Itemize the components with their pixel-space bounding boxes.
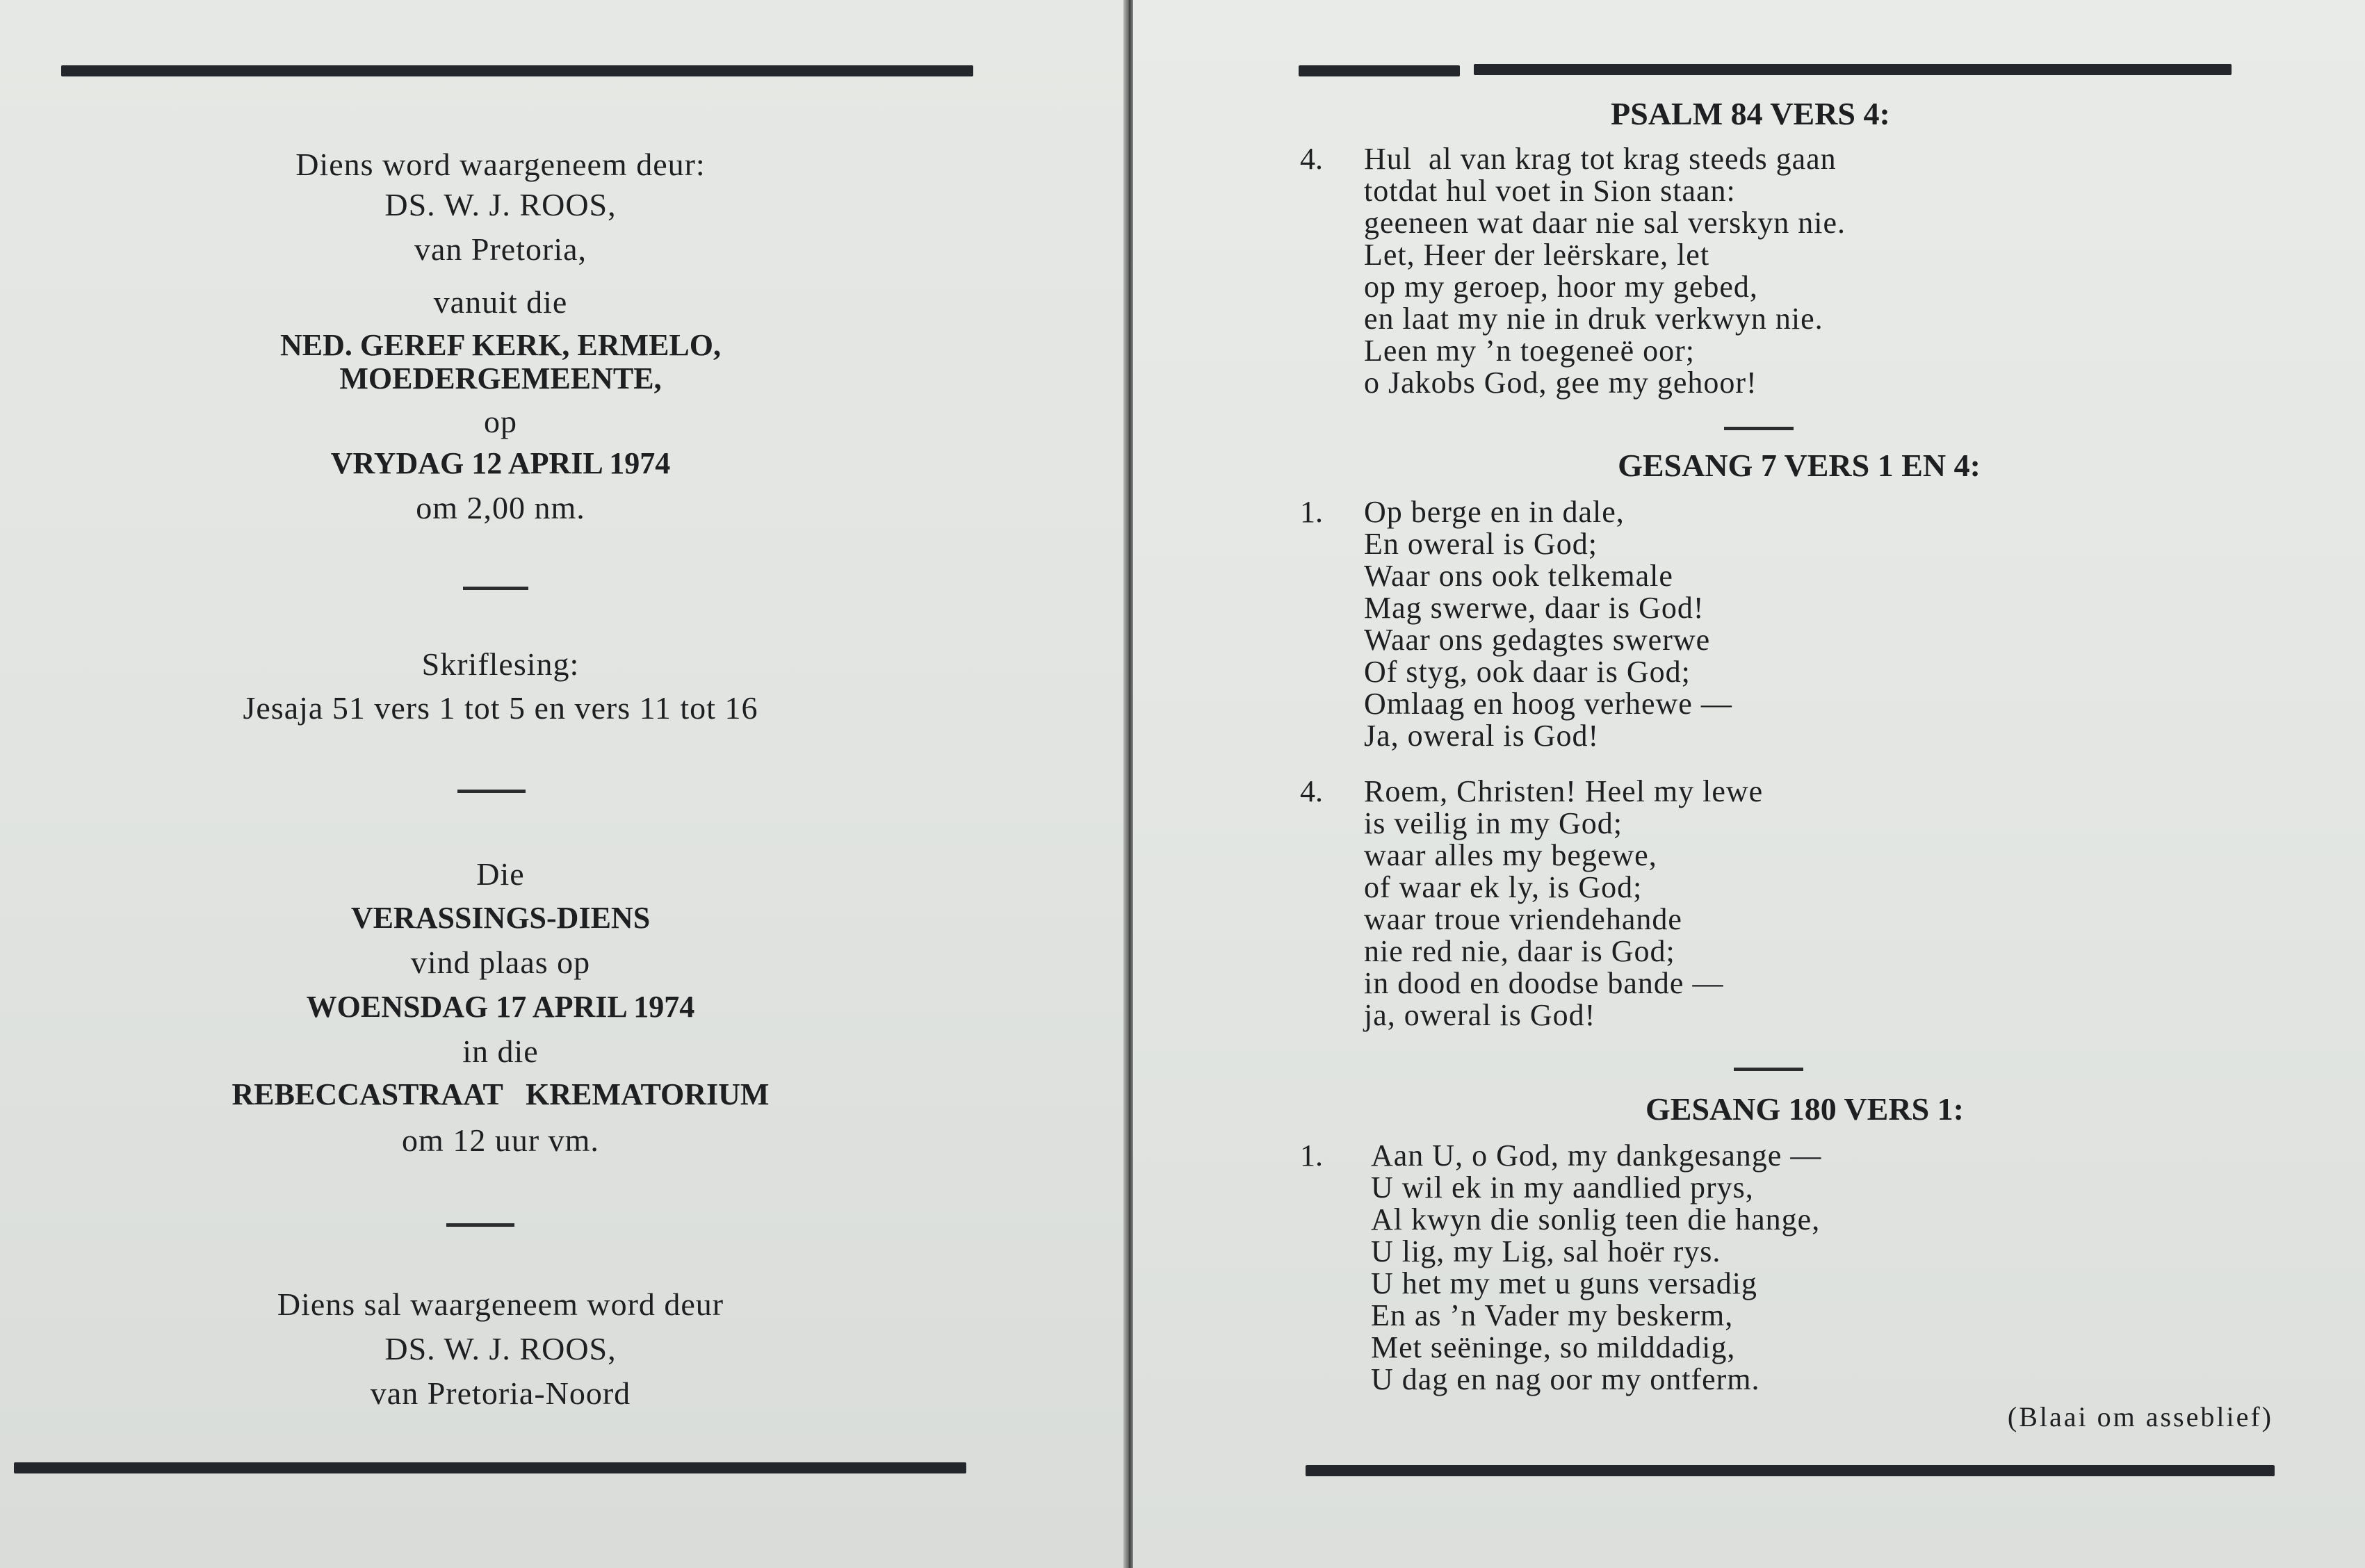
verse-line: Waar ons ook telkemale <box>1364 559 1673 593</box>
verse-line: geeneen wat daar nie sal verskyn nie. <box>1364 206 1846 240</box>
please-turn-over: (Blaai om asseblief) <box>2007 1401 2273 1432</box>
top-rule <box>61 65 973 76</box>
top-rule-long <box>1474 64 2232 75</box>
service-by: Diens word waargeneem deur: <box>295 147 706 182</box>
bottom-rule <box>14 1462 966 1473</box>
closing-minister: DS. W. J. ROOS, <box>384 1331 617 1366</box>
verse-line: is veilig in my God; <box>1364 806 1623 840</box>
verse-line: ja, oweral is God! <box>1364 998 1596 1032</box>
in-label: in die <box>462 1034 539 1069</box>
divider <box>446 1223 514 1227</box>
scripture-label: Skriflesing: <box>421 646 580 682</box>
verse-line: Aan U, o God, my dankgesange — <box>1371 1138 1822 1173</box>
verse-line: Al kwyn die sonlig teen die hange, <box>1371 1202 1821 1236</box>
church-name-line2: MOEDERGEMEENTE, <box>339 361 662 395</box>
divider <box>1724 427 1794 430</box>
verse-line: Waar ons gedagtes swerwe <box>1364 623 1711 657</box>
verse-line: waar troue vriendehande <box>1364 902 1682 936</box>
verse-number: 4. <box>1300 774 1323 808</box>
hymn-title: GESANG 7 VERS 1 EN 4: <box>1618 448 1981 483</box>
verse-line: o Jakobs God, gee my gehoor! <box>1364 366 1757 400</box>
verse-line: U wil ek in my aandlied prys, <box>1371 1170 1754 1204</box>
verse-line: totdat hul voet in Sion staan: <box>1364 174 1736 208</box>
divider <box>463 587 528 590</box>
verse-line: Leen my ’n toegeneë oor; <box>1364 334 1696 368</box>
verse-line: nie red nie, daar is God; <box>1364 934 1675 968</box>
verse-line: U het my met u guns versadig <box>1371 1266 1757 1300</box>
on-label: op <box>484 404 517 439</box>
verse-lines <box>1371 1140 1821 1396</box>
closing-minister-from: van Pretoria-Noord <box>370 1375 631 1411</box>
verse-line: U lig, my Lig, sal hoër rys. <box>1371 1234 1721 1268</box>
hymn-title: PSALM 84 VERS 4: <box>1611 96 1890 131</box>
top-rule-short <box>1299 65 1460 76</box>
verse-line: Mag swerwe, daar is God! <box>1364 591 1705 625</box>
verse-lines <box>1364 143 1846 399</box>
verse-line: U dag en nag oor my ontferm. <box>1371 1362 1760 1396</box>
scripture-reading: Jesaja 51 vers 1 tot 5 en vers 11 tot 16 <box>243 690 758 726</box>
verse-lines <box>1364 496 1732 752</box>
divider <box>457 790 526 793</box>
verse-line: Hul al van krag tot krag steeds gaan <box>1364 142 1837 176</box>
verse-line: op my geroep, hoor my gebed, <box>1364 270 1758 304</box>
verse-line: of waar ek ly, is God; <box>1364 870 1643 904</box>
verse-line: Let, Heer der leërskare, let <box>1364 238 1710 272</box>
verse-line: en laat my nie in druk verkwyn nie. <box>1364 302 1823 336</box>
verse-line: Roem, Christen! Heel my lewe <box>1364 774 1764 808</box>
verse-line: Of styg, ook daar is God; <box>1364 655 1691 689</box>
verse-number: 1. <box>1300 1138 1323 1173</box>
cremation-date: WOENSDAG 17 APRIL 1974 <box>306 990 695 1024</box>
verse-lines <box>1364 776 1763 1031</box>
verse-line: Omlaag en hoog verhewe — <box>1364 687 1732 721</box>
cremation-time: om 12 uur vm. <box>402 1122 599 1158</box>
closing-service: Diens sal waargeneem word deur <box>277 1287 724 1322</box>
hymn-title: GESANG 180 VERS 1: <box>1645 1091 1964 1127</box>
minister-from: van Pretoria, <box>414 231 587 267</box>
venue: REBECCASTRAAT KREMATORIUM <box>231 1077 770 1111</box>
service-date: VRYDAG 12 APRIL 1974 <box>330 446 671 480</box>
verse-line: Met seëninge, so milddadig, <box>1371 1330 1736 1364</box>
verse-number: 4. <box>1300 142 1323 176</box>
verse-number: 1. <box>1300 495 1323 529</box>
cremation-title: VERASSINGS-DIENS <box>350 901 651 935</box>
verse-line: in dood en doodse bande — <box>1364 966 1724 1000</box>
service-time: om 2,00 nm. <box>416 490 585 525</box>
minister-name: DS. W. J. ROOS, <box>384 187 617 222</box>
verse-line: Ja, oweral is God! <box>1364 719 1600 753</box>
left-page <box>0 0 1125 1568</box>
from-label: vanuit die <box>433 284 568 320</box>
bottom-rule <box>1306 1465 2275 1476</box>
takes-place: vind plaas op <box>410 945 591 980</box>
verse-line: En as ’n Vader my beskerm, <box>1371 1298 1734 1332</box>
divider <box>1734 1068 1803 1071</box>
verse-line: waar alles my begewe, <box>1364 838 1657 872</box>
verse-line: Op berge en in dale, <box>1364 495 1625 529</box>
the-label: Die <box>476 856 525 892</box>
verse-line: En oweral is God; <box>1364 527 1598 561</box>
church-name-line1: NED. GEREF KERK, ERMELO, <box>280 328 721 362</box>
